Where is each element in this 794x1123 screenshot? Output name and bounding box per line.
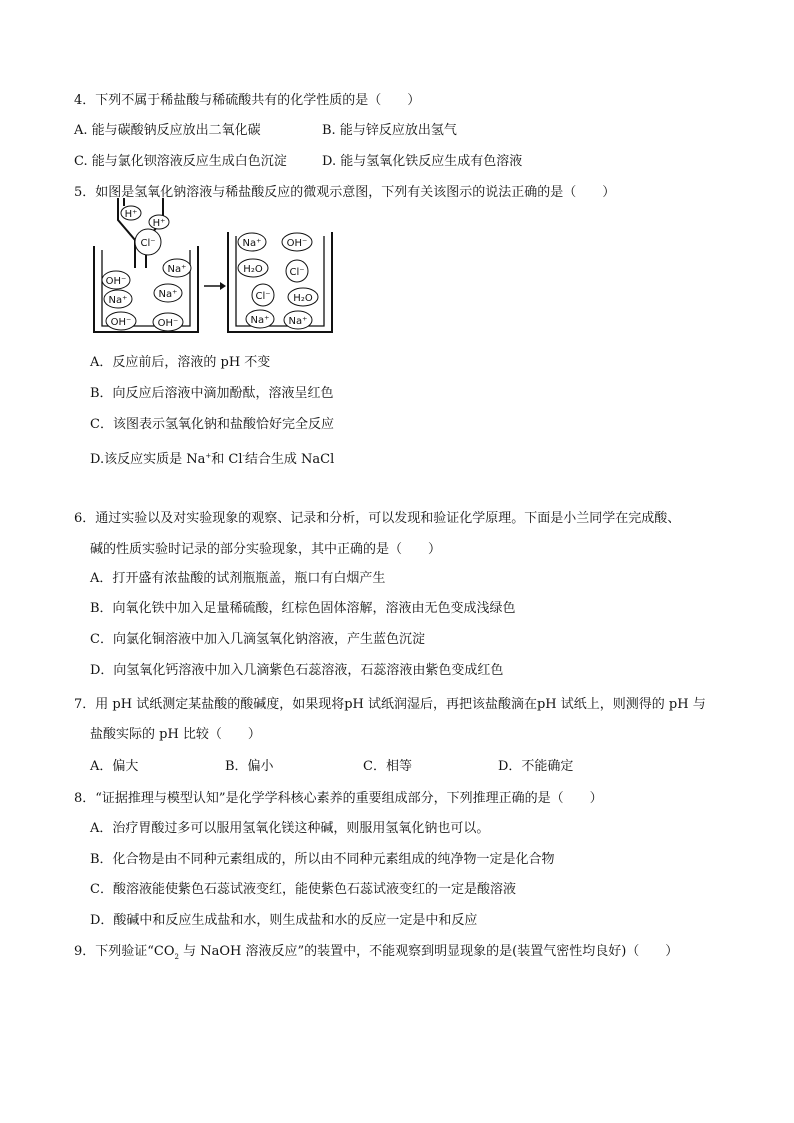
q6-option-d: D．向氢氧化钙溶液中加入几滴紫色石蕊溶液，石蕊溶液由紫色变成红色 (90, 663, 504, 678)
q8-option-a: A．治疗胃酸过多可以服用氢氧化镁这种碱，则服用氢氧化钠也可以。 (90, 821, 490, 836)
q7-option-a: A．偏大 (90, 759, 139, 774)
q4-option-b: B. 能与锌反应放出氢气 (322, 123, 457, 138)
ion-oh-minus-left-2 (106, 312, 136, 330)
reaction-diagram (88, 198, 340, 343)
q6-option-b: B．向氧化铁中加入足量稀硫酸，红棕色固体溶解，溶液由无色变成浅绿色 (90, 601, 516, 616)
q7-option-b: B．偏小 (225, 759, 274, 774)
q7-stem-line2: 盐酸实际的 pH 比较（ ） (90, 727, 261, 742)
svg-text:H₂O: H₂O (293, 293, 313, 304)
q5-option-d-text-3: 结合生成 NaCl (244, 452, 335, 467)
q9-stem-text-2: 与 NaOH 溶液反应”的装置中，不能观察到明显现象的是(装置气密性均良好)（ ） (179, 944, 679, 959)
svg-text:H₂O: H₂O (243, 264, 263, 275)
ion-cl-minus-right-2 (252, 284, 274, 306)
q6-stem-line1: 6．通过实验以及对实验现象的观察、记录和分析，可以发现和验证化学原理。下面是小兰同学在完成酸、 (74, 511, 681, 526)
svg-text:Cl⁻: Cl⁻ (289, 267, 305, 278)
ion-na-plus-left-2 (104, 290, 132, 308)
q9-stem (74, 943, 678, 966)
ion-na-plus-right-2 (246, 310, 274, 328)
reaction-arrow-icon (204, 282, 226, 290)
q4-stem: 4．下列不属于稀盐酸与稀硫酸共有的化学性质的是（ ） (74, 93, 421, 108)
ion-oh-minus-left-3 (153, 313, 183, 331)
ion-cl-minus-right-1 (286, 260, 308, 282)
ion-oh-minus-left-1 (102, 271, 130, 289)
q5-option-c: C．该图表示氢氧化钠和盐酸恰好完全反应 (90, 417, 334, 432)
q5-option-b: B．向反应后溶液中滴加酚酞，溶液呈红色 (90, 386, 334, 401)
svg-text:Na⁺: Na⁺ (167, 264, 187, 275)
q9-stem-text-1: 9．下列验证“CO (74, 944, 175, 959)
q5-option-a: A．反应前后，溶液的 pH 不变 (90, 355, 271, 370)
q8-option-d: D．酸碱中和反应生成盐和水，则生成盐和水的反应一定是中和反应 (90, 913, 478, 928)
svg-text:H⁺: H⁺ (124, 209, 138, 220)
ion-h-plus-2 (149, 215, 169, 229)
q4-option-d: D. 能与氢氧化铁反应生成有色溶液 (322, 154, 523, 169)
q7-option-c: C．相等 (363, 759, 412, 774)
svg-text:OH⁻: OH⁻ (110, 317, 132, 328)
ion-h-plus-1 (121, 206, 141, 220)
svg-text:Na⁺: Na⁺ (242, 238, 262, 249)
svg-text:Cl⁻: Cl⁻ (140, 238, 156, 249)
ion-na-plus-left-1 (163, 259, 191, 277)
q6-option-a: A．打开盛有浓盐酸的试剂瓶瓶盖，瓶口有白烟产生 (90, 571, 386, 586)
q4-option-c: C. 能与氯化钡溶液反应生成白色沉淀 (74, 154, 287, 169)
svg-text:H⁺: H⁺ (152, 218, 166, 229)
q5-stem: 5．如图是氢氧化钠溶液与稀盐酸反应的微观示意图，下列有关该图示的说法正确的是（ ） (74, 185, 616, 200)
ion-na-plus-right-3 (284, 311, 312, 329)
svg-text:Cl⁻: Cl⁻ (255, 291, 271, 302)
molecule-h2o-2 (288, 288, 318, 306)
q5-option-d (90, 447, 334, 469)
ion-cl-minus-funnel (135, 229, 161, 255)
molecule-h2o-1 (238, 259, 268, 277)
svg-text:OH⁻: OH⁻ (157, 318, 179, 329)
q8-option-c: C．酸溶液能使紫色石蕊试液变红，能使紫色石蕊试液变红的一定是酸溶液 (90, 882, 516, 897)
svg-text:Na⁺: Na⁺ (288, 316, 308, 327)
ion-na-plus-right-1 (238, 233, 266, 251)
q5-option-d-text-1: D.该反应实质是 Na (90, 452, 206, 467)
svg-text:Na⁺: Na⁺ (158, 289, 178, 300)
na-charge-sup: + (205, 452, 212, 460)
q8-stem: 8．“证据推理与模型认知”是化学学科核心素养的重要组成部分，下列推理正确的是（ ） (74, 791, 603, 806)
ion-oh-minus-right (282, 233, 312, 251)
q6-option-c: C．向氯化铜溶液中加入几滴氢氧化钠溶液，产生蓝色沉淀 (90, 632, 425, 647)
ion-na-plus-left-3 (154, 284, 182, 302)
q5-option-d-text-2: 和 Cl (211, 452, 243, 467)
co2-subscript: 2 (174, 953, 179, 961)
svg-text:Na⁺: Na⁺ (250, 315, 270, 326)
q7-option-d: D．不能确定 (498, 759, 574, 774)
cl-charge-sup: - (242, 452, 245, 460)
svg-text:OH⁻: OH⁻ (105, 276, 127, 287)
q6-stem-line2: 碱的性质实验时记录的部分实验现象，其中正确的是（ ） (90, 542, 442, 557)
svg-text:OH⁻: OH⁻ (286, 238, 308, 249)
q8-option-b: B．化合物是由不同种元素组成的，所以由不同种元素组成的纯净物一定是化合物 (90, 852, 555, 867)
q7-stem-line1: 7．用 pH 试纸测定某盐酸的酸碱度，如果现将pH 试纸润湿后，再把该盐酸滴在pH 试纸上，则测得的 pH 与 (74, 697, 706, 712)
q4-option-a: A. 能与碳酸钠反应放出二氧化碳 (74, 123, 261, 138)
svg-text:Na⁺: Na⁺ (108, 295, 128, 306)
